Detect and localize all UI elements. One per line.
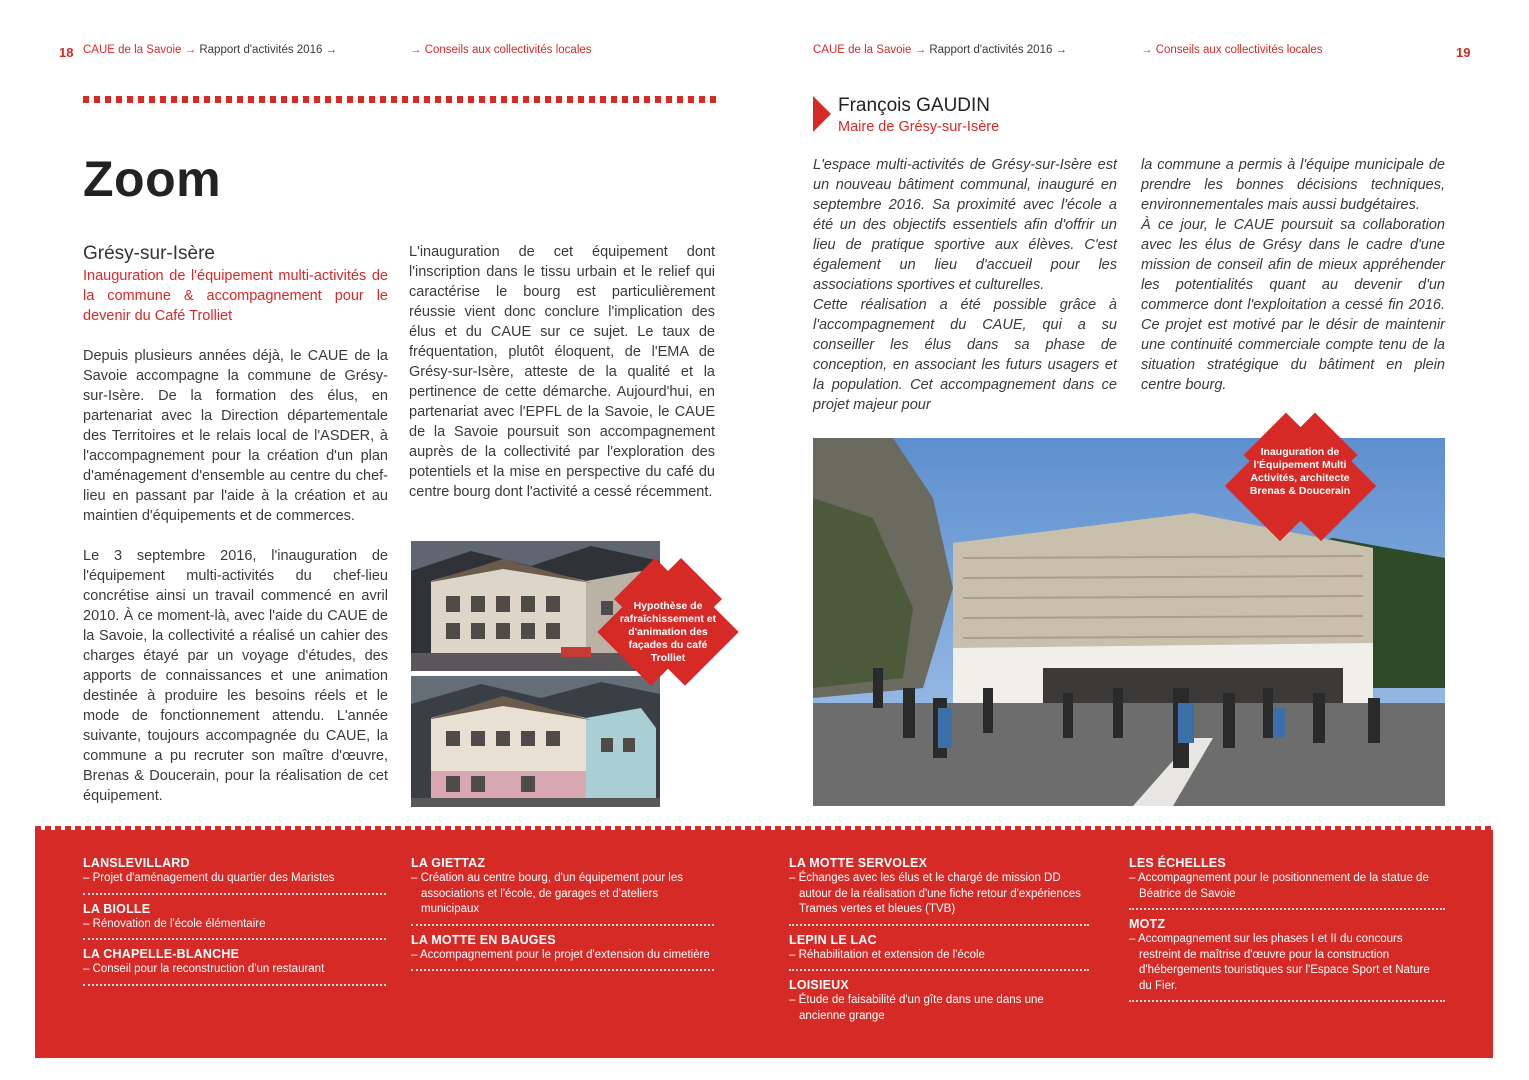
project-place: LES ÉCHELLES bbox=[1129, 856, 1226, 870]
project-desc: – Conseil pour la reconstruction d'un restaurant bbox=[83, 963, 325, 975]
project-place: LA MOTTE SERVOLEX bbox=[789, 856, 928, 870]
paragraph: Le 3 septembre 2016, l'inauguration de l'équipement multi-activités du chef-lieu concrétise ainsi un travail commencé en avril 2010. À ce moment-là, avec l'aide du CAUE de la Savoie, la collectivité a réalisé un cahier des charges étayé par un voyage d'études, des apports de connaissances et une animation destinée à produire les besoins réels et le mode de fonctionnement attendu. L'année suivante, toujours accompagnée du CAUE, la commune a pu recruter son maître d'œuvre, Brenas & Doucerain, pour la réalisation de cet équipement. bbox=[83, 548, 388, 804]
quote-paragraph: la commune a permis à l'équipe municipale de prendre les bonnes décisions techniques, environnementales mais aussi budgétaires. bbox=[1141, 157, 1445, 213]
project-entry bbox=[83, 855, 386, 895]
project-entry bbox=[411, 855, 714, 926]
quote-author-role: Maire de Grésy-sur-Isère bbox=[838, 119, 1000, 135]
paragraph: L'inauguration de cet équipement dont l'inscription dans le tissu urbain et le relief qui caractérise le bourg est particulièrement réussie vient donc conclure l'implication des élus et du CAUE sur ce sujet. Le taux de fréquentation, plutôt éloquent, de l'EMA de Grésy-sur-Isère, atteste de la qualité et la pertinence de cette démarche. Aujourd'hui, en partenariat avec l'EPFL de la Savoie, le CAUE de la Savoie poursuit son accompagnement auprès de la collectivité par l'exploration des potentiels et la mise en perspective du café du centre bourg dont l'activité a cessé récemment. bbox=[409, 244, 715, 500]
cafe-caption-badge bbox=[598, 572, 738, 687]
article-subtitle: Inauguration de l'équipement multi-activités de la commune & accompagnement pour le devenir du Café Trolliet bbox=[83, 268, 388, 324]
project-desc: – Rénovation de l'école élémentaire bbox=[83, 917, 266, 930]
article-heading: Grésy-sur-Isère bbox=[83, 243, 215, 264]
projects-col-4 bbox=[1129, 855, 1445, 1008]
page-title: Zoom bbox=[83, 151, 222, 207]
project-desc: – Étude de faisabilité d'un gîte dans une dans une ancienne grange bbox=[789, 994, 1044, 1022]
building-caption: Inauguration de l'Équipement Multi Activités, architecte Brenas & Doucerain bbox=[1249, 446, 1351, 497]
breadcrumb-left bbox=[83, 44, 337, 56]
project-place: LOISIEUX bbox=[789, 978, 849, 992]
quote-paragraph: L'espace multi-activités de Grésy-sur-Isère est un nouveau bâtiment communal, inauguré en septembre 2016. Sa proximité avec l'école a été un des objectifs essentiels afin d'offrir un lieu de pratique sportive aux élèves. C'est également un lieu d'accueil pour les associations sportives et culturelles. bbox=[813, 157, 1117, 293]
breadcrumb-org: CAUE de la Savoie → bbox=[813, 44, 927, 56]
article-body-col2 bbox=[409, 242, 715, 522]
project-place: LA BIOLLE bbox=[83, 901, 151, 916]
paragraph: Depuis plusieurs années déjà, le CAUE de la Savoie accompagne la commune de Grésy-sur-Isère. De la formation des élus, en partenariat avec la Direction départementale des Territoires et le relais local de l'ASDER, à l'accompagnement pour la création d'un plan d'aménagement d'ensemble au centre du chef-lieu en passant par l'aide à la création et au maintien d'équipements et de commerces. bbox=[83, 348, 388, 524]
project-entry bbox=[411, 932, 714, 972]
section-label-right: → Conseils aux collectivités locales bbox=[1141, 44, 1323, 56]
project-place: MOTZ bbox=[1129, 917, 1166, 931]
project-entry bbox=[83, 946, 386, 986]
quote-col2 bbox=[1141, 155, 1445, 395]
project-place: LEPIN LE LAC bbox=[789, 932, 877, 947]
project-place: LA MOTTE EN BAUGES bbox=[411, 932, 556, 947]
quote-col1 bbox=[813, 155, 1117, 415]
breadcrumb-right bbox=[813, 44, 1067, 56]
project-entry bbox=[1129, 916, 1445, 1002]
dotted-divider bbox=[83, 96, 716, 103]
breadcrumb-org: CAUE de la Savoie → bbox=[83, 44, 197, 56]
breadcrumb-report: Rapport d'activités 2016 → bbox=[199, 44, 338, 56]
project-desc: – Projet d'aménagement du quartier des Maristes bbox=[83, 872, 335, 884]
project-entry bbox=[1129, 855, 1445, 910]
project-place: LA CHAPELLE-BLANCHE bbox=[83, 947, 240, 961]
section-label-left: → Conseils aux collectivités locales bbox=[410, 44, 592, 56]
projects-col-3 bbox=[789, 855, 1089, 1036]
projects-col-1 bbox=[83, 855, 386, 992]
project-place: LANSLEVILLARD bbox=[83, 856, 190, 870]
project-desc: – Accompagnement sur les phases I et II du concours restreint de maîtrise d'œuvre pour la construction d'hébergements touristiques sur l'Espace Sport et Nature du Fier. bbox=[1129, 933, 1430, 992]
project-desc: – Échanges avec les élus et le chargé de mission DD autour de la réalisation d'une fiche retour d'expériences Trames vertes et bleues (TVB) bbox=[789, 872, 1081, 915]
project-place: LA GIETTAZ bbox=[411, 856, 486, 870]
cafe-caption: Hypothèse de rafraîchissement et d'animation des façades du café Trolliet bbox=[619, 600, 717, 664]
quote-paragraph: À ce jour, le CAUE poursuit sa collaboration avec les élus de Grésy dans le cadre d'une mission de conseil afin de mieux appréhender les potentialités quant au devenir d'un commerce dont l'exploitation a cessé fin 2016. Ce projet est motivé par le désir de maintenir une continuité commerciale compte tenu de la situation stratégique du bâtiment en plein centre bourg. bbox=[1141, 217, 1445, 393]
project-entry bbox=[789, 977, 1089, 1030]
project-entry bbox=[789, 932, 1089, 972]
project-desc: – Réhabilitation et extension de l'école bbox=[789, 948, 985, 961]
page-number-right: 19 bbox=[1456, 45, 1471, 60]
cafe-after-illustration bbox=[411, 676, 660, 807]
quote-marker-icon bbox=[813, 96, 833, 132]
project-entry bbox=[789, 855, 1089, 926]
quote-author: François GAUDIN bbox=[838, 95, 991, 116]
article-body-col1 bbox=[83, 346, 388, 826]
cafe-photo-after bbox=[411, 676, 660, 807]
project-desc: – Création au centre bourg, d'un équipement pour les associations et l'école, de garages et d'ateliers municipaux bbox=[411, 872, 683, 915]
breadcrumb-report: Rapport d'activités 2016 → bbox=[929, 44, 1068, 56]
project-entry bbox=[83, 901, 386, 941]
projects-col-2 bbox=[411, 855, 714, 977]
building-caption-badge bbox=[1223, 425, 1378, 540]
project-desc: – Accompagnement pour le projet d'extension du cimetière bbox=[411, 948, 710, 961]
quote-paragraph: Cette réalisation a été possible grâce à l'accompagnement du CAUE, qui a su conseiller les élus dans sa phase de conception, en associant les futurs usagers et la population. Cet accompagnement dans ce projet majeur pour bbox=[813, 297, 1117, 413]
project-desc: – Accompagnement pour le positionnement de la statue de Béatrice de Savoie bbox=[1129, 872, 1429, 900]
page-number-left: 18 bbox=[59, 45, 74, 60]
